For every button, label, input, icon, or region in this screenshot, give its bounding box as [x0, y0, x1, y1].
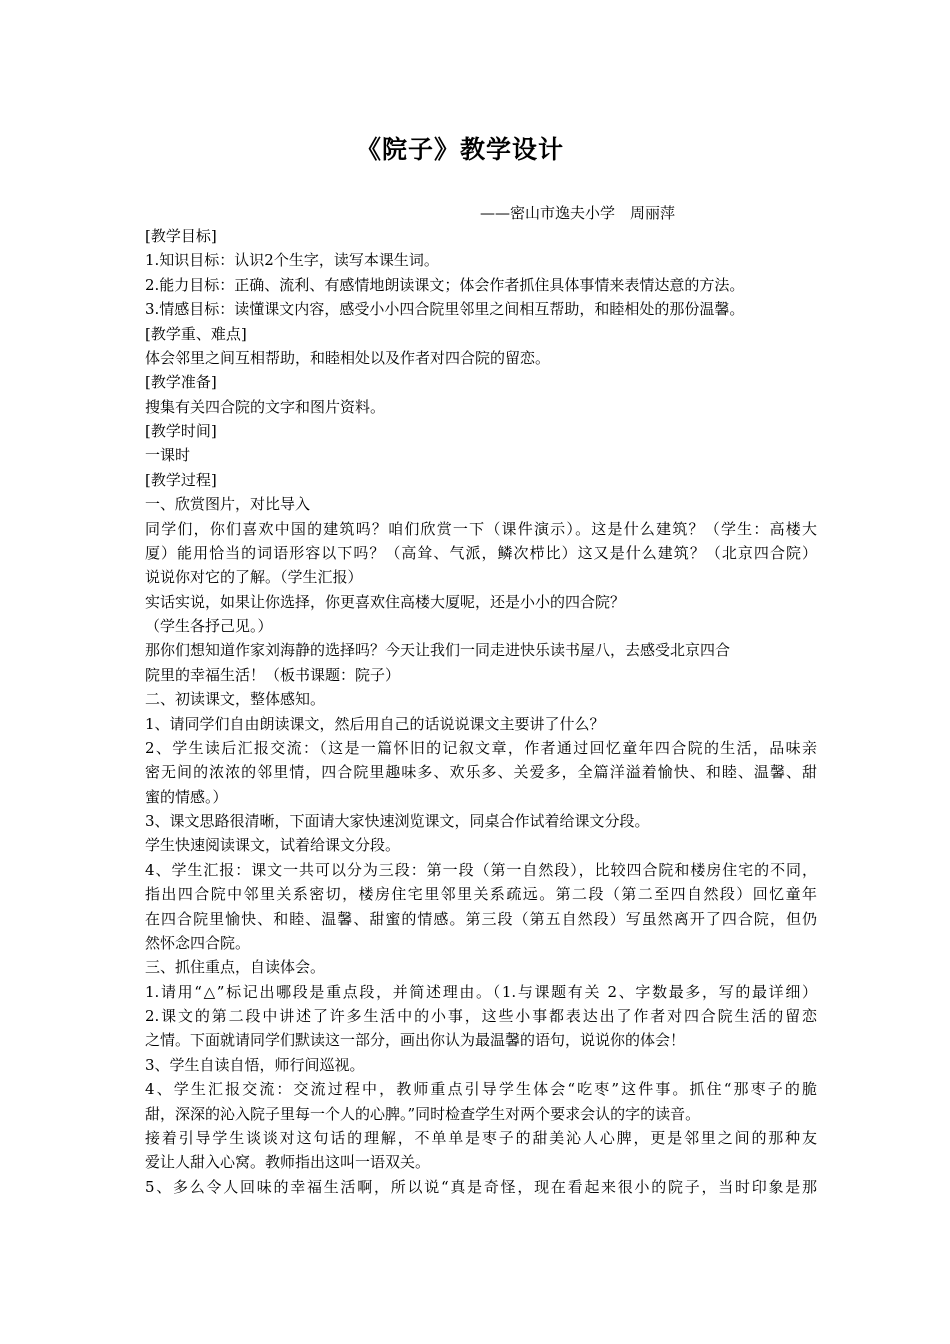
text-line: 实话实说，如果让你选择，你更喜欢住高楼大厦呢，还是小小的四合院？ — [145, 592, 626, 611]
text-line: 厦）能用恰当的词语形容以下吗？（高耸、气派，鳞次栉比）这又是什么建筑？（北京四合院） — [145, 543, 817, 562]
text-line: 4、学生汇报交流：交流过程中，教师重点引导学生体会“吃枣”这件事。抓住“那枣子的脆 — [145, 1080, 817, 1099]
text-line: 然怀念四合院。 — [145, 933, 251, 952]
text-line: 爱让人甜入心窝。教师指出这叫一语双关。 — [145, 1153, 431, 1172]
text-line: 搜集有关四合院的文字和图片资料。 — [145, 397, 386, 416]
document-body — [145, 224, 817, 1199]
text-line: [教学目标] — [145, 227, 217, 245]
text-line: 2.课文的第二段中讲述了许多生活中的小事，这些小事都表达出了作者对四合院生活的留恋 — [145, 1007, 817, 1025]
text-line: 在四合院里愉快、和睦、温馨、甜蜜的情感。第三段（第五自然段）写虽然离开了四合院，但仍 — [145, 909, 817, 928]
text-line: [教学时间] — [145, 422, 217, 440]
text-line: 学生快速阅读课文，试着给课文分段。 — [145, 836, 401, 855]
text-line: 之情。下面就请同学们默读这一部分，画出你认为最温馨的语句，说说你的体会！ — [145, 1031, 686, 1050]
text-line: 接着引导学生谈谈对这句话的理解，不单单是枣子的甜美沁人心脾，更是邻里之间的那种友 — [145, 1128, 817, 1147]
text-line: 密无间的浓浓的邻里情，四合院里趣味多、欢乐多、关爱多，全篇洋溢着愉快、和睦、温馨、甜 — [145, 763, 817, 782]
text-line: 说说你对它的了解。（学生汇报） — [145, 568, 363, 587]
text-line: 甜，深深的沁入院子里每一个人的心脾。”同时检查学生对两个要求会认的字的读音。 — [145, 1104, 701, 1123]
text-line: 2、学生读后汇报交流：（这是一篇怀旧的记叙文章，作者通过回忆童年四合院的生活，品味亲 — [145, 738, 817, 757]
text-line: （学生各抒己见。） — [145, 617, 273, 635]
text-line: 蜜的情感。） — [145, 787, 228, 806]
text-line: 1.知识目标：认识2个生字，读写本课生词。 — [145, 251, 439, 270]
text-line: 4、学生汇报：课文一共可以分为三段：第一段（第一自然段），比较四合院和楼房住宅的不同， — [145, 860, 817, 879]
text-line: 3、课文思路很清晰，下面请大家快速浏览课文，同桌合作试着给课文分段。 — [145, 812, 650, 830]
text-line: 3、学生自读自悟，师行间巡视。 — [145, 1055, 365, 1074]
text-line: 体会邻里之间互相帮助，和睦相处以及作者对四合院的留恋。 — [145, 348, 551, 367]
text-line: 5、多么令人回味的幸福生活啊，所以说“真是奇怪，现在看起来很小的院子，当时印象是那 — [145, 1177, 817, 1196]
text-line: 那你们想知道作家刘海静的选择吗？今天让我们一同走进快乐读书屋八，去感受北京四合 — [145, 641, 731, 660]
text-line: 指出四合院中邻里关系密切，楼房住宅里邻里关系疏远。第二段（第二至四自然段）回忆童年 — [145, 885, 817, 904]
text-line: 2.能力目标：正确、流利、有感情地朗读课文；体会作者抓住具体事情来表情达意的方法。 — [145, 275, 745, 294]
text-line: 院里的幸福生活！（板书课题：院子） — [145, 665, 401, 684]
text-line: 一、欣赏图片，对比导入 — [145, 495, 311, 514]
text-line: [教学过程] — [145, 470, 217, 489]
text-line: 3.情感目标：读懂课文内容，感受小小四合院里邻里之间相互帮助，和睦相处的那份温馨。 — [145, 300, 745, 319]
text-line: 同学们，你们喜欢中国的建筑吗？咱们欣赏一下（课件演示）。这是什么建筑？（学生：高楼大 — [145, 519, 817, 538]
text-line: 三、抓住重点，自读体会。 — [145, 958, 326, 977]
text-line: 1、请同学们自由朗读课文，然后用自己的话说说课文主要讲了什么？ — [145, 714, 605, 733]
text-line: 一课时 — [145, 446, 191, 465]
text-line: 1.请用“△”标记出哪段是重点段，并简述理由。（1.与课题有关 2、字数最多，写的最详细） — [145, 982, 817, 1001]
text-line: [教学重、难点] — [145, 324, 247, 343]
author-line: ——密山市逸夫小学 周丽萍 — [480, 204, 676, 222]
document-title: 《院子》教学设计 — [355, 135, 564, 164]
text-line: 二、初读课文，整体感知。 — [145, 690, 326, 709]
text-line: [教学准备] — [145, 373, 217, 392]
